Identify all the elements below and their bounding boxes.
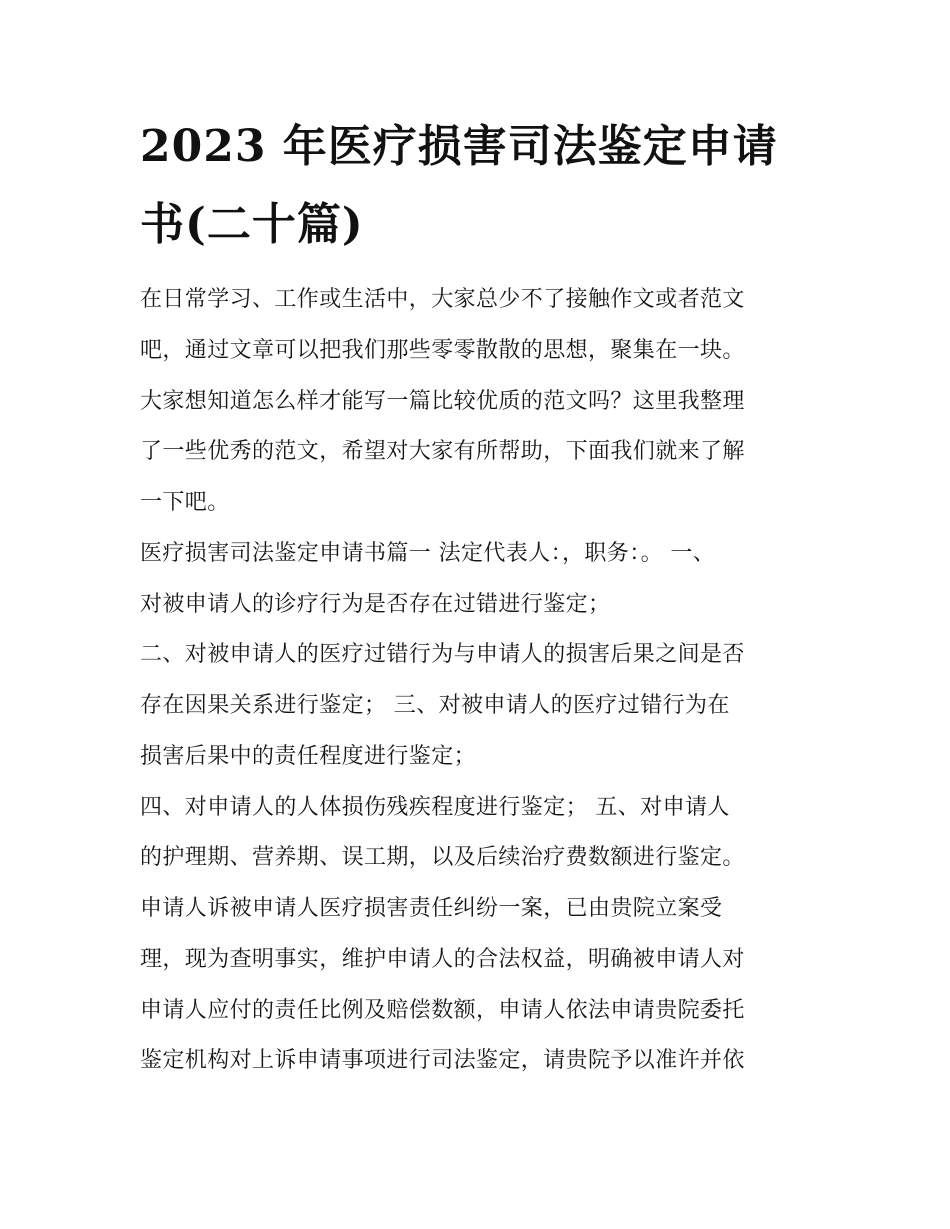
- body-line-6: 医疗损害司法鉴定申请书篇一 法定代表人：，职务：。 一、: [140, 541, 716, 566]
- title-line-1: 2023 年医疗损害司法鉴定申请: [140, 121, 778, 172]
- body-line-4: 了一些优秀的范文，希望对大家有所帮助，下面我们就来了解: [140, 439, 745, 464]
- body-line-5: 一下吧。: [140, 490, 230, 515]
- body-line-16: 鉴定机构对上诉申请事项进行司法鉴定，请贵院予以准许并依: [140, 1048, 745, 1073]
- body-line-8: 二、对被申请人的医疗过错行为与申请人的损害后果之间是否: [140, 642, 745, 667]
- body-line-12: 的护理期、营养期、误工期，以及后续治疗费数额进行鉴定。: [140, 845, 745, 870]
- body-line-14: 理，现为查明事实，维护申请人的合法权益，明确被申请人对: [140, 947, 745, 972]
- body-line-2: 吧，通过文章可以把我们那些零零散散的思想，聚集在一块。: [140, 338, 745, 363]
- document-title: [140, 108, 820, 264]
- body-line-9: 存在因果关系进行鉴定； 三、对被申请人的医疗过错行为在: [140, 693, 730, 718]
- body-line-7: 对被申请人的诊疗行为是否存在过错进行鉴定；: [140, 592, 611, 617]
- body-line-3: 大家想知道怎么样才能写一篇比较优质的范文吗？这里我整理: [140, 389, 745, 414]
- body-line-1: 在日常学习、工作或生活中，大家总少不了接触作文或者范文: [140, 287, 745, 312]
- body-line-15: 申请人应付的责任比例及赔偿数额，申请人依法申请贵院委托: [140, 998, 745, 1023]
- body-line-13: 申请人诉被申请人医疗损害责任纠纷一案，已由贵院立案受: [140, 896, 723, 921]
- title-line-2: 书(二十篇): [140, 199, 364, 250]
- body-line-10: 损害后果中的责任程度进行鉴定；: [140, 744, 477, 769]
- body-line-11: 四、对申请人的人体损伤残疾程度进行鉴定； 五、对申请人: [140, 795, 730, 820]
